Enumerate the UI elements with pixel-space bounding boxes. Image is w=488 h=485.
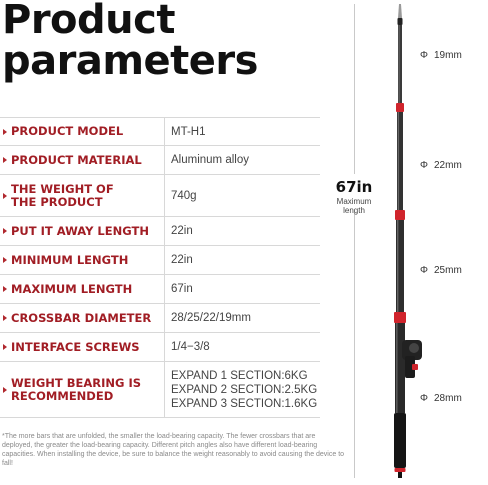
spec-value [165,369,317,411]
diameter-label-4 [420,393,462,404]
spec-value-line: MT-H1 [171,125,206,138]
diameter-value: 28mm [433,393,462,404]
spec-value-line: EXPAND 1 SECTION:6KG [171,369,308,382]
spec-row-minimum-length [0,246,320,275]
arrow-right-icon [3,315,7,321]
end-cap-ring [395,468,406,472]
lock-ring [396,103,404,112]
spec-label-line: THE PRODUCT [11,194,103,209]
spec-row-product-model [0,117,320,146]
spec-label: CROSSBAR DIAMETER [11,310,152,325]
spec-label: INTERFACE SCREWS [11,339,140,354]
spec-value-line: Aluminum alloy [171,154,249,166]
spec-label-line: RECOMMENDED [11,388,114,403]
pole-tip [398,4,402,18]
spec-row-put-away-length [0,217,320,246]
spec-value-line: 22in [171,225,193,237]
phi-symbol: Φ [420,50,428,61]
diameter-value: 22mm [433,160,462,171]
arrow-right-icon [3,286,7,292]
spec-value-line: 740g [171,189,197,202]
dimension-value: 67in [335,178,373,196]
spec-label-cell [0,246,165,274]
spec-value [165,153,249,167]
spec-value [165,311,251,325]
spec-label-cell [0,217,165,245]
diameter-value: 19mm [433,50,462,61]
diameter-value: 25mm [433,265,462,276]
extension-pole-image [372,0,422,485]
spec-value [165,340,210,354]
arrow-right-icon [3,257,7,263]
dimension-line-bottom [354,212,355,478]
spec-value [165,125,206,139]
pole-tip-collar [398,18,403,25]
spec-label [11,377,141,403]
footnote: *The more bars that are unfolded, the smaller the load-bearing capacity. The fewer crossbars that are deployed, the greater the load-bearing capacity. Different pitch angles also have different load-bearing capacities. When installing the device, be sure to balance the weight reasonably to avoid causing the device to fall! [2,433,345,467]
spec-value-line: 67in [171,283,193,295]
spec-label-cell [0,146,165,174]
spec-label-line: THE WEIGHT OF [11,181,114,196]
dimension-caption: Maximum length [336,197,372,215]
page-title [2,0,258,82]
arrow-right-icon [3,157,7,163]
pole-grip [394,413,406,468]
lock-ring [395,210,405,220]
arrow-right-icon [3,193,7,199]
spec-row-weight-bearing [0,362,320,418]
spec-label: MAXIMUM LENGTH [11,281,133,296]
spec-table [0,117,320,418]
lock-ring [394,312,406,323]
diameter-label-3 [420,265,462,276]
phi-symbol: Φ [420,160,428,171]
spec-value-line: EXPAND 2 SECTION:2.5KG [171,383,318,396]
arrow-right-icon [3,228,7,234]
spec-label [11,183,114,209]
phi-symbol: Φ [420,393,428,404]
arrow-right-icon [3,129,7,135]
spec-label-cell [0,362,165,417]
arrow-right-icon [3,344,7,350]
title-line-1: Product [2,0,175,43]
spec-value [165,224,193,238]
spec-label-cell [0,118,165,145]
spec-label-cell [0,304,165,332]
title-line-2: parameters [2,38,258,84]
diameter-label-1 [420,50,462,61]
spec-label-cell [0,275,165,303]
spec-value [165,282,193,296]
spec-value [165,253,193,267]
spec-value-line: EXPAND 3 SECTION:1.6KG [171,397,318,410]
phi-symbol: Φ [420,265,428,276]
spec-row-crossbar-diameter [0,304,320,333]
spec-value-line: 1/4−3/8 [171,341,210,353]
spec-value-line: 22in [171,254,193,266]
spec-row-product-material [0,146,320,175]
spec-label: MINIMUM LENGTH [11,252,129,267]
spec-label-cell [0,175,165,216]
spec-row-interface-screws [0,333,320,362]
dimension-line-top [354,4,355,174]
spec-label: PUT IT AWAY LENGTH [11,223,149,238]
arrow-right-icon [3,387,7,393]
spec-label-line: WEIGHT BEARING IS [11,375,142,390]
spec-value [165,189,197,203]
diameter-label-2 [420,160,462,171]
spec-row-weight [0,175,320,217]
spec-value-line: 28/25/22/19mm [171,312,251,324]
spec-row-maximum-length [0,275,320,304]
spec-label: PRODUCT MODEL [11,124,124,138]
spec-label: PRODUCT MATERIAL [11,152,142,167]
spec-label-cell [0,333,165,361]
